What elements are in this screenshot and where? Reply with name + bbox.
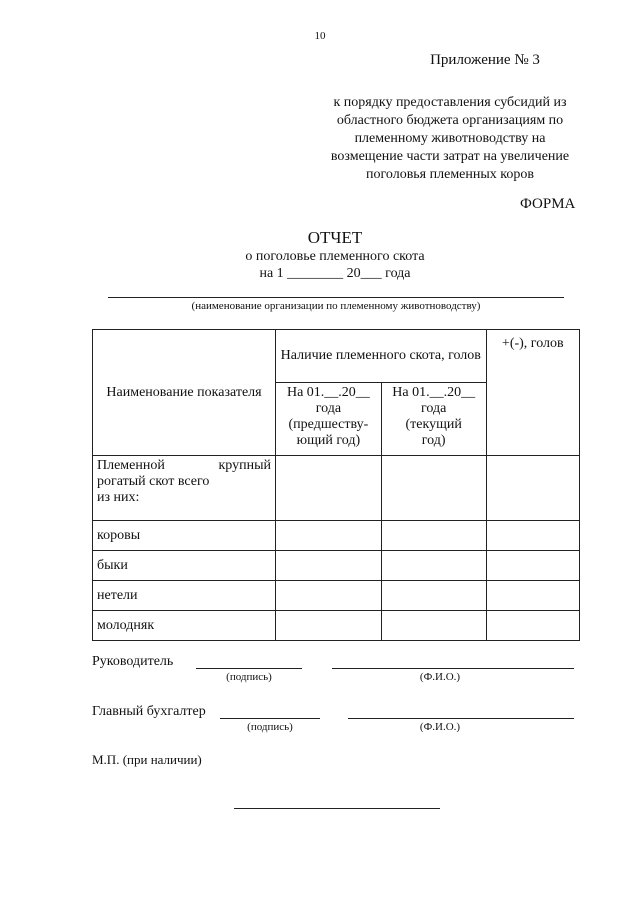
table-cell-current[interactable]: [381, 456, 486, 521]
accountant-name-line[interactable]: [348, 718, 574, 719]
appendix-line: племенному животноводству на: [354, 131, 546, 146]
table-row: [93, 456, 580, 521]
head-label: Руководитель: [92, 654, 174, 669]
appendix-line: возмещение части затрат на увеличение: [330, 149, 570, 164]
report-subtitle: о поголовье племенного скота: [245, 249, 425, 264]
appendix-line: к порядку предоставления субсидий из: [333, 95, 567, 110]
table-cell-previous[interactable]: [276, 581, 382, 611]
header-line: На 01.__.20__: [286, 385, 370, 400]
header-availability: Наличие племенного скота, голов: [276, 330, 487, 383]
header-previous-year: [276, 383, 382, 456]
appendix-title: Приложение № 3: [430, 52, 540, 68]
page-number: 10: [314, 30, 326, 42]
row-label-bulls: быки: [93, 551, 276, 581]
table-cell-previous[interactable]: [276, 611, 382, 641]
accountant-signature-caption: (подпись): [247, 721, 293, 733]
row-label-line: Племенной крупный: [97, 458, 271, 473]
head-name-caption: (Ф.И.О.): [419, 671, 461, 683]
organization-caption: (наименование организации по племенному животноводству): [191, 300, 481, 312]
table-cell-current[interactable]: [381, 611, 486, 641]
bottom-line: [234, 808, 440, 809]
table-row: [93, 551, 580, 581]
table-row: [93, 581, 580, 611]
header-line: год): [421, 433, 446, 448]
stamp-label: М.П. (при наличии): [92, 752, 202, 767]
table-cell-previous[interactable]: [276, 521, 382, 551]
organization-name-line: [108, 297, 564, 298]
head-name-line[interactable]: [332, 668, 574, 669]
report-date-line: на 1 ________ 20___ года: [259, 266, 411, 281]
header-line: года: [315, 401, 342, 416]
table-cell-previous[interactable]: [276, 551, 382, 581]
row-label-line: рогатый скот всего: [97, 474, 210, 489]
table-row: [93, 611, 580, 641]
table-row: [93, 521, 580, 551]
header-line: ющий год): [296, 433, 361, 448]
head-signature-line[interactable]: [196, 668, 302, 669]
header-difference: +(-), голов: [486, 330, 579, 456]
table-header-row: [93, 330, 580, 383]
header-current-year: [381, 383, 486, 456]
table-cell-difference[interactable]: [486, 611, 579, 641]
header-line: На 01.__.20__: [392, 385, 476, 400]
accountant-signature-line[interactable]: [220, 718, 320, 719]
appendix-line: поголовья племенных коров: [366, 167, 534, 182]
table-cell-difference[interactable]: [486, 521, 579, 551]
head-signature-caption: (подпись): [226, 671, 272, 683]
report-title: ОТЧЕТ: [307, 228, 363, 247]
livestock-table: [92, 329, 580, 641]
header-line: (текущий: [405, 417, 462, 432]
row-label-young: молодняк: [93, 611, 276, 641]
accountant-label: Главный бухгалтер: [92, 704, 206, 719]
row-label-total: [93, 456, 276, 521]
accountant-name-caption: (Ф.И.О.): [419, 721, 461, 733]
row-label-heifers: нетели: [93, 581, 276, 611]
table-cell-current[interactable]: [381, 551, 486, 581]
row-label-cows: коровы: [93, 521, 276, 551]
appendix-description: [300, 94, 600, 184]
form-label: ФОРМА: [520, 196, 576, 212]
header-indicator-name: Наименование показателя: [93, 330, 276, 456]
table-cell-difference[interactable]: [486, 581, 579, 611]
appendix-line: областного бюджета организациям по: [336, 113, 564, 128]
row-label-line: из них:: [97, 490, 140, 505]
header-line: года: [421, 401, 447, 416]
table-cell-difference[interactable]: [486, 456, 579, 521]
table-cell-difference[interactable]: [486, 551, 579, 581]
table-cell-previous[interactable]: [276, 456, 382, 521]
table-cell-current[interactable]: [381, 521, 486, 551]
table-cell-current[interactable]: [381, 581, 486, 611]
header-line: (предшеству-: [288, 417, 369, 432]
